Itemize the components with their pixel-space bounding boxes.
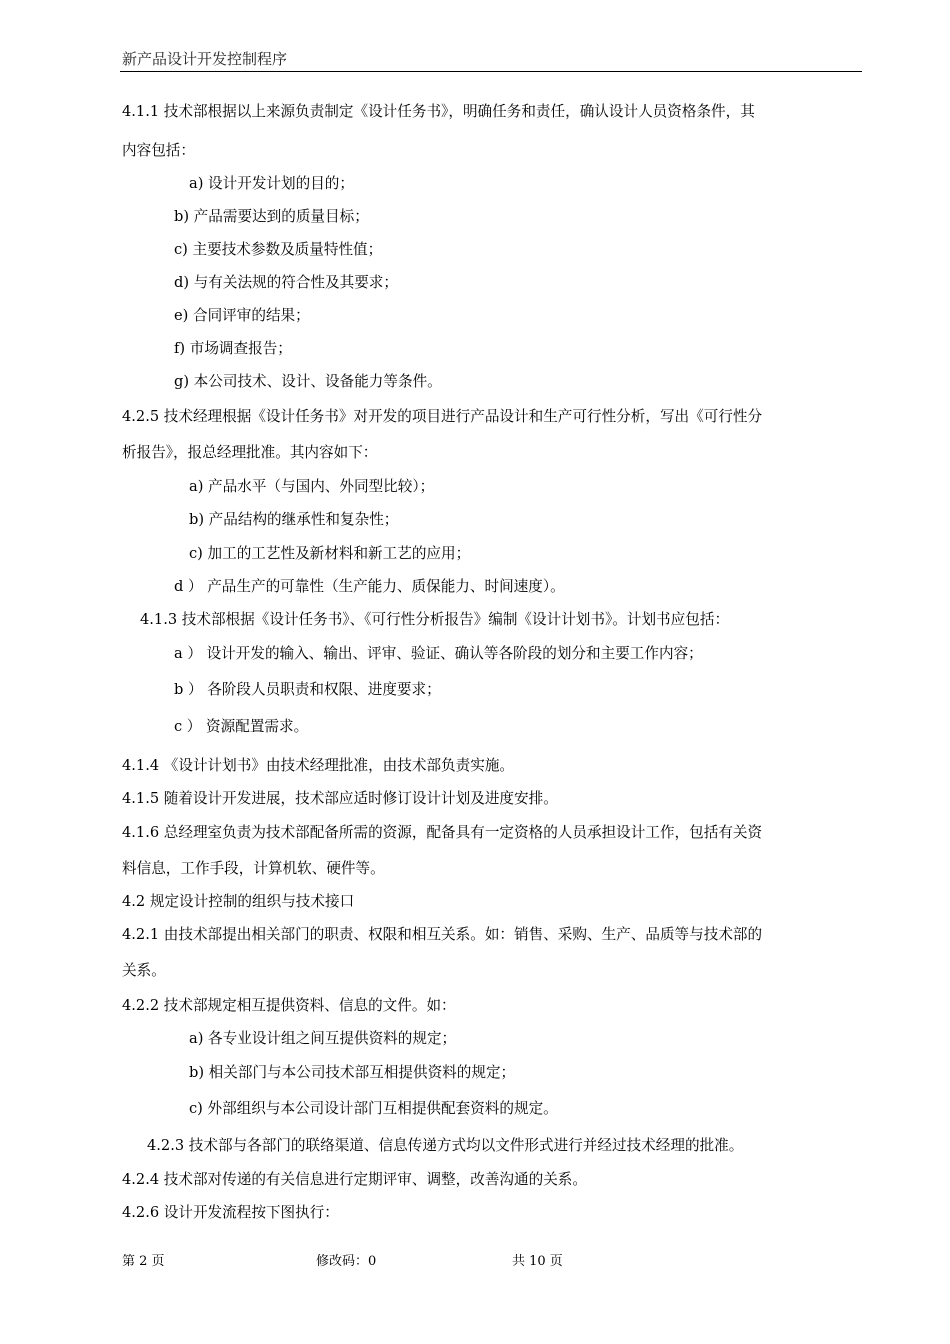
paragraph-line: 4.2.2 技术部规定相互提供资料、信息的文件。如： — [122, 997, 456, 1014]
paragraph-line: 4.1.5 随着设计开发进展，技术部应适时修订设计计划及进度安排。 — [122, 790, 558, 807]
page-header-title: 新产品设计开发控制程序 — [122, 50, 288, 68]
footer-page-number: 第 2 页 — [122, 1254, 165, 1269]
list-item: g) 本公司技术、设计、设备能力等条件。 — [174, 373, 442, 390]
paragraph-line: 4.2.3 技术部与各部门的联络渠道、信息传递方式均以文件形式进行并经过技术经理的批准。 — [147, 1137, 744, 1154]
paragraph-line: 内容包括： — [122, 142, 195, 159]
list-item: c) 加工的工艺性及新材料和新工艺的应用； — [189, 545, 471, 562]
footer-revision: 修改码：0 — [316, 1254, 377, 1269]
paragraph-line: 4.1.1 技术部根据以上来源负责制定《设计任务书》，明确任务和责任，确认设计人员资格条件，其 — [122, 103, 755, 120]
paragraph-line: 4.1.4 《设计计划书》由技术经理批准，由技术部负责实施。 — [122, 757, 515, 774]
list-item: a) 产品水平（与国内、外同型比较）； — [189, 478, 435, 495]
list-item: c ） 资源配置需求。 — [174, 718, 309, 735]
paragraph-line: 4.1.6 总经理室负责为技术部配备所需的资源，配备具有一定资格的人员承担设计工作，包括有关资 — [122, 824, 763, 841]
list-item: c) 外部组织与本公司设计部门互相提供配套资料的规定。 — [189, 1100, 558, 1117]
paragraph-line: 4.1.3 技术部根据《设计任务书》、《可行性分析报告》编制《设计计划书》。计划书应包括： — [140, 611, 730, 628]
list-item: a) 各专业设计组之间互提供资料的规定； — [189, 1030, 457, 1047]
list-item: b) 产品需要达到的质量目标； — [174, 208, 369, 225]
list-item: b) 产品结构的继承性和复杂性； — [189, 511, 399, 528]
list-item: a) 设计开发计划的目的； — [189, 175, 354, 192]
footer-total-pages: 共 10 页 — [512, 1254, 563, 1269]
paragraph-line: 关系。 — [122, 962, 166, 979]
list-item: f) 市场调查报告； — [174, 340, 292, 357]
list-item: d) 与有关法规的符合性及其要求； — [174, 274, 398, 291]
list-item: c) 主要技术参数及质量特性值； — [174, 241, 383, 258]
section-heading: 4.2 规定设计控制的组织与技术接口 — [122, 893, 355, 910]
paragraph-line: 4.2.6 设计开发流程按下图执行： — [122, 1204, 339, 1221]
list-item: e) 合同评审的结果； — [174, 307, 310, 324]
list-item: b) 相关部门与本公司技术部互相提供资料的规定； — [189, 1064, 516, 1081]
paragraph-line: 析报告》，报总经理批准。其内容如下： — [122, 444, 378, 461]
list-item: d ） 产品生产的可靠性（生产能力、质保能力、时间速度）。 — [174, 578, 565, 595]
paragraph-line: 料信息，工作手段，计算机软、硬件等。 — [122, 860, 385, 877]
paragraph-line: 4.2.4 技术部对传递的有关信息进行定期评审、调整，改善沟通的关系。 — [122, 1171, 587, 1188]
paragraph-line: 4.2.1 由技术部提出相关部门的职责、权限和相互关系。如：销售、采购、生产、品质等与技术部的 — [122, 926, 763, 943]
header-divider — [120, 71, 862, 72]
list-item: a ） 设计开发的输入、输出、评审、验证、确认等各阶段的划分和主要工作内容； — [174, 645, 703, 662]
paragraph-line: 4.2.5 技术经理根据《设计任务书》对开发的项目进行产品设计和生产可行性分析，写出《可行性分 — [122, 408, 763, 425]
list-item: b ） 各阶段人员职责和权限、进度要求； — [174, 681, 441, 698]
